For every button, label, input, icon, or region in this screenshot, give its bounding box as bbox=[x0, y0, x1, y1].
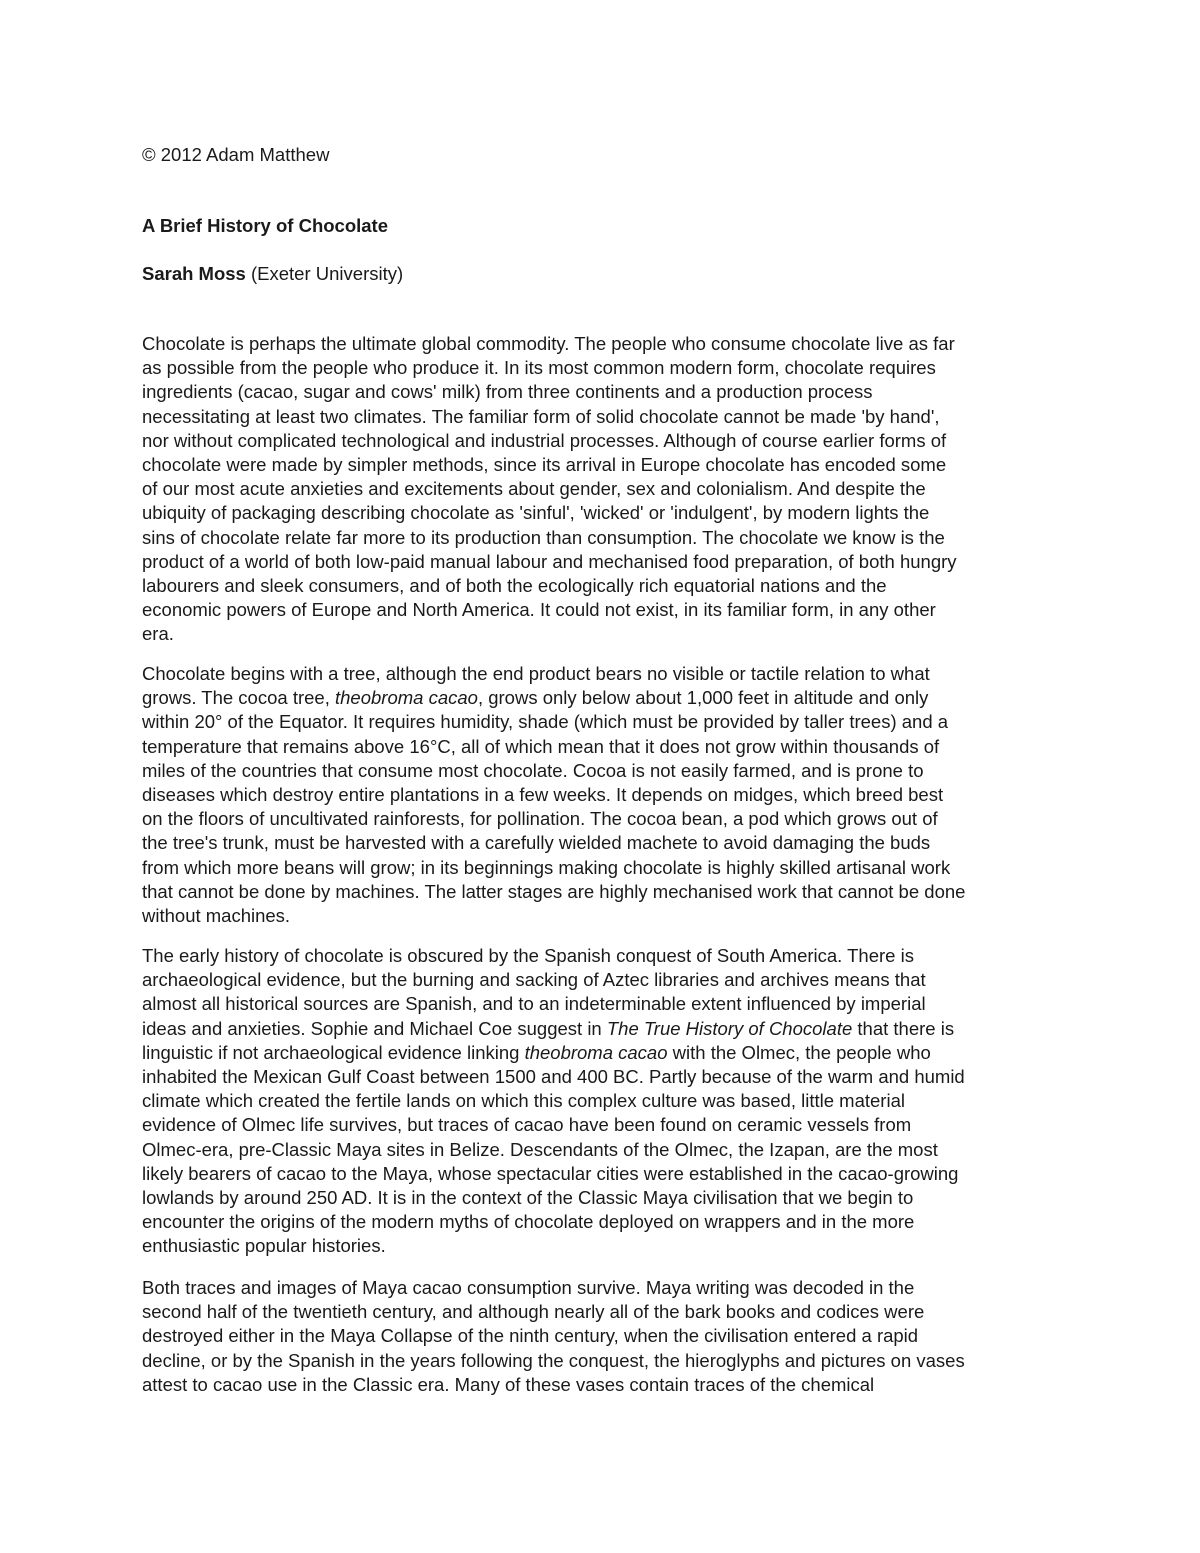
document-title: A Brief History of Chocolate bbox=[142, 215, 389, 236]
text-line: second half of the twentieth century, and although nearly all of the bark books and codices were bbox=[142, 1301, 925, 1323]
text-line: encounter the origins of the modern myths of chocolate deployed on wrappers and in the more bbox=[142, 1211, 915, 1233]
text-line: economic powers of Europe and North America. It could not exist, in its familiar form, in any other bbox=[142, 599, 936, 621]
text-line: diseases which destroy entire plantations in a few weeks. It depends on midges, which breed best bbox=[142, 784, 944, 806]
text-line: temperature that remains above 16°C, all of which mean that it does not grow within thousands of bbox=[142, 735, 940, 757]
author-line bbox=[142, 262, 403, 286]
text-run: grows. The cocoa tree, bbox=[142, 687, 335, 709]
text-line: labourers and sleek consumers, and of both the ecologically rich equatorial nations and the bbox=[142, 575, 887, 597]
text-run: ideas and anxieties. Sophie and Michael Coe suggest in bbox=[142, 1017, 607, 1039]
text-line: as possible from the people who produce it. In its most common modern form, chocolate requires bbox=[142, 357, 936, 379]
paragraph-4 bbox=[142, 1276, 1062, 1397]
text-line: ingredients (cacao, sugar and cows' milk) from three continents and a production process bbox=[142, 381, 873, 403]
text-line: of our most acute anxieties and excitements about gender, sex and colonialism. And despite the bbox=[142, 478, 926, 500]
paragraph-1 bbox=[142, 332, 1062, 647]
text-run: with the Olmec, the people who bbox=[667, 1041, 931, 1063]
text-line: the tree's trunk, must be harvested with a carefully wielded machete to avoid damaging the buds bbox=[142, 832, 931, 854]
text-line: sins of chocolate relate far more to its production than consumption. The chocolate we know is the bbox=[142, 526, 945, 548]
italic-title: The True History of Chocolate bbox=[606, 1017, 853, 1039]
text-line: era. bbox=[142, 623, 174, 645]
text-line: decline, or by the Spanish in the years following the conquest, the hieroglyphs and pictures on vases bbox=[142, 1349, 965, 1371]
text-line: Both traces and images of Maya cacao consumption survive. Maya writing was decoded in the bbox=[142, 1277, 915, 1298]
text-line: attest to cacao use in the Classic era. Many of these vases contain traces of the chemical bbox=[142, 1373, 875, 1395]
text-line: evidence of Olmec life survives, but traces of cacao have been found on ceramic vessels from bbox=[142, 1114, 912, 1136]
italic-title: theobroma cacao bbox=[334, 687, 478, 709]
text-line: destroyed either in the Maya Collapse of the ninth century, when the civilisation entered a rapid bbox=[142, 1325, 919, 1347]
text-line: that cannot be done by machines. The latter stages are highly mechanised work that cannot be done bbox=[142, 880, 966, 902]
text-line: Chocolate begins with a tree, although the end product bears no visible or tactile relation to what bbox=[142, 663, 930, 684]
text-line: almost all historical sources are Spanish, and to an indeterminable extent influenced by imperial bbox=[142, 993, 926, 1015]
copyright-notice: © 2012 Adam Matthew bbox=[142, 144, 330, 165]
text-line: chocolate were made by simpler methods, since its arrival in Europe chocolate has encoded some bbox=[142, 454, 947, 476]
text-run: linguistic if not archaeological evidence linking bbox=[142, 1041, 525, 1063]
text-line: on the floors of uncultivated rainforests, for pollination. The cocoa bean, a pod which grows out of bbox=[142, 808, 938, 830]
text-line: lowlands by around 250 AD. It is in the context of the Classic Maya civilisation that we begin to bbox=[142, 1187, 914, 1209]
text-line: within 20° of the Equator. It requires humidity, shade (which must be provided by taller trees) and a bbox=[142, 711, 949, 733]
text-line bbox=[142, 1041, 1062, 1065]
text-line bbox=[142, 686, 1062, 710]
text-line: Olmec-era, pre-Classic Maya sites in Belize. Descendants of the Olmec, the Izapan, are the most bbox=[142, 1138, 938, 1160]
text-line: archaeological evidence, but the burning and sacking of Aztec libraries and archives means that bbox=[142, 969, 926, 991]
text-line: likely bearers of cacao to the Maya, whose spectacular cities were established in the cacao-growing bbox=[142, 1162, 959, 1184]
text-line: The early history of chocolate is obscured by the Spanish conquest of South America. There is bbox=[142, 945, 914, 966]
paragraph-2 bbox=[142, 662, 1062, 928]
text-line: necessitating at least two climates. The familiar form of solid chocolate cannot be made 'by hand', bbox=[142, 405, 940, 427]
text-line: miles of the countries that consume most chocolate. Cocoa is not easily farmed, and is prone to bbox=[142, 759, 924, 781]
italic-title: theobroma cacao bbox=[524, 1041, 668, 1063]
author-name: Sarah Moss bbox=[142, 263, 246, 284]
text-line: inhabited the Mexican Gulf Coast between 1500 and 400 BC. Partly because of the warm and humid bbox=[142, 1066, 965, 1088]
text-line: ubiquity of packaging describing chocolate as 'sinful', 'wicked' or 'indulgent', by modern lights the bbox=[142, 502, 930, 524]
text-line: Chocolate is perhaps the ultimate global commodity. The people who consume chocolate live as far bbox=[142, 333, 955, 354]
text-line: enthusiastic popular histories. bbox=[142, 1235, 386, 1257]
text-line: from which more beans will grow; in its beginnings making chocolate is highly skilled artisanal work bbox=[142, 856, 951, 878]
text-run: , grows only below about 1,000 feet in altitude and only bbox=[477, 687, 929, 709]
author-affiliation: (Exeter University) bbox=[251, 263, 404, 284]
text-line: climate which created the fertile lands on which this complex culture was based, little material bbox=[142, 1090, 905, 1112]
paragraph-3 bbox=[142, 944, 1062, 1259]
text-line: product of a world of both low-paid manual labour and mechanised food preparation, of both hungry bbox=[142, 550, 957, 572]
text-line: without machines. bbox=[142, 905, 291, 927]
text-line bbox=[142, 1017, 1062, 1041]
text-run: that there is bbox=[852, 1017, 955, 1039]
text-line: nor without complicated technological and industrial processes. Although of course earlier forms of bbox=[142, 429, 947, 451]
